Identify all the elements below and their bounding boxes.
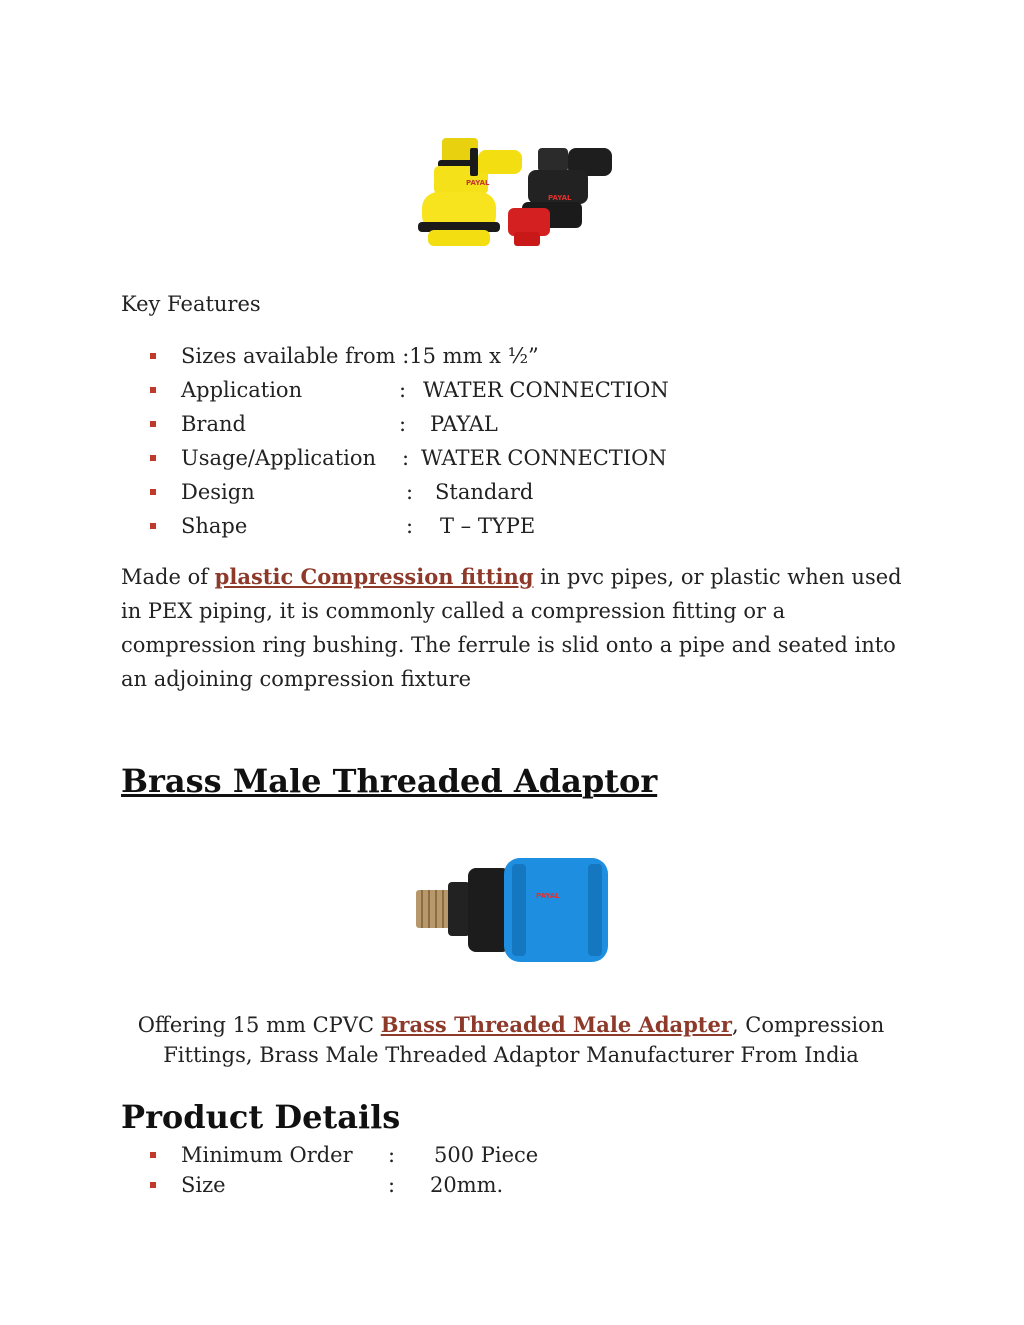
item-separator: : <box>402 446 410 470</box>
list-item <box>150 477 710 511</box>
list-item <box>150 409 710 443</box>
item-value: WATER CONNECTION <box>423 378 669 402</box>
key-features-heading: Key Features <box>121 292 261 316</box>
item-label: Usage/Application <box>181 446 377 470</box>
svg-text:PAYAL: PAYAL <box>466 179 490 187</box>
item-value: T – TYPE <box>440 514 536 538</box>
brass-threaded-male-adapter-link[interactable]: Brass Threaded Male Adapter <box>380 1012 732 1037</box>
offer-text: Offering 15 mm CPVC Brass Threaded Male Adapter, Compression Fittings, Brass Male Threaded Adaptor Manufacturer From India <box>137 1012 885 1067</box>
item-separator: : <box>399 412 407 436</box>
list-item <box>150 443 710 477</box>
item-separator: : <box>406 480 414 504</box>
bullet-icon <box>150 1182 156 1188</box>
product-details-list <box>150 1140 710 1200</box>
item-separator: : <box>399 378 407 402</box>
item-label: Brand <box>181 412 246 436</box>
list-item <box>150 1170 710 1200</box>
item-label: Size <box>181 1173 226 1197</box>
item-value: WATER CONNECTION <box>421 446 667 470</box>
item-label: Design <box>181 480 255 504</box>
bullet-icon <box>150 387 156 393</box>
list-item <box>150 341 710 375</box>
product-details-heading: Product Details <box>121 1098 401 1136</box>
product-image-tee <box>408 132 620 256</box>
item-label: Minimum Order <box>181 1143 353 1167</box>
product-image-adaptor <box>412 854 612 966</box>
plastic-compression-fitting-link[interactable]: plastic Compression fitting <box>214 564 534 589</box>
item-separator: : <box>388 1173 396 1197</box>
list-item <box>150 511 710 545</box>
bullet-icon <box>150 353 156 359</box>
bullet-icon <box>150 523 156 529</box>
black-tee-fitting <box>508 148 612 246</box>
description-paragraph: Made of plastic Compression fitting in pvc pipes, or plastic when used in PEX piping, it is commonly called a compression fitting or a compression ring bushing. The ferrule is slid onto a pipe and seated into an adjoining compression fixture <box>121 564 902 691</box>
section-title-brass-adaptor: Brass Male Threaded Adaptor <box>121 762 658 800</box>
list-item <box>150 375 710 409</box>
item-separator: : <box>388 1143 396 1167</box>
features-list <box>150 341 710 545</box>
item-value: PAYAL <box>430 412 498 436</box>
item-value: 20mm. <box>430 1173 504 1197</box>
item-value: 500 Piece <box>434 1143 539 1167</box>
svg-text:PAYAL: PAYAL <box>548 194 572 202</box>
brass-thread <box>416 890 452 928</box>
yellow-tee-fitting <box>418 138 522 246</box>
item-label: Shape <box>181 514 248 538</box>
bullet-icon <box>150 421 156 427</box>
item-separator: : <box>406 514 414 538</box>
item-value: Standard <box>435 480 534 504</box>
bullet-icon <box>150 489 156 495</box>
bullet-icon <box>150 455 156 461</box>
bullet-icon <box>150 1152 156 1158</box>
item-label: Sizes available from :15 mm x ½” <box>181 344 539 368</box>
item-label: Application <box>181 378 303 402</box>
list-item <box>150 1140 710 1170</box>
svg-text:PAYAL: PAYAL <box>536 892 560 900</box>
